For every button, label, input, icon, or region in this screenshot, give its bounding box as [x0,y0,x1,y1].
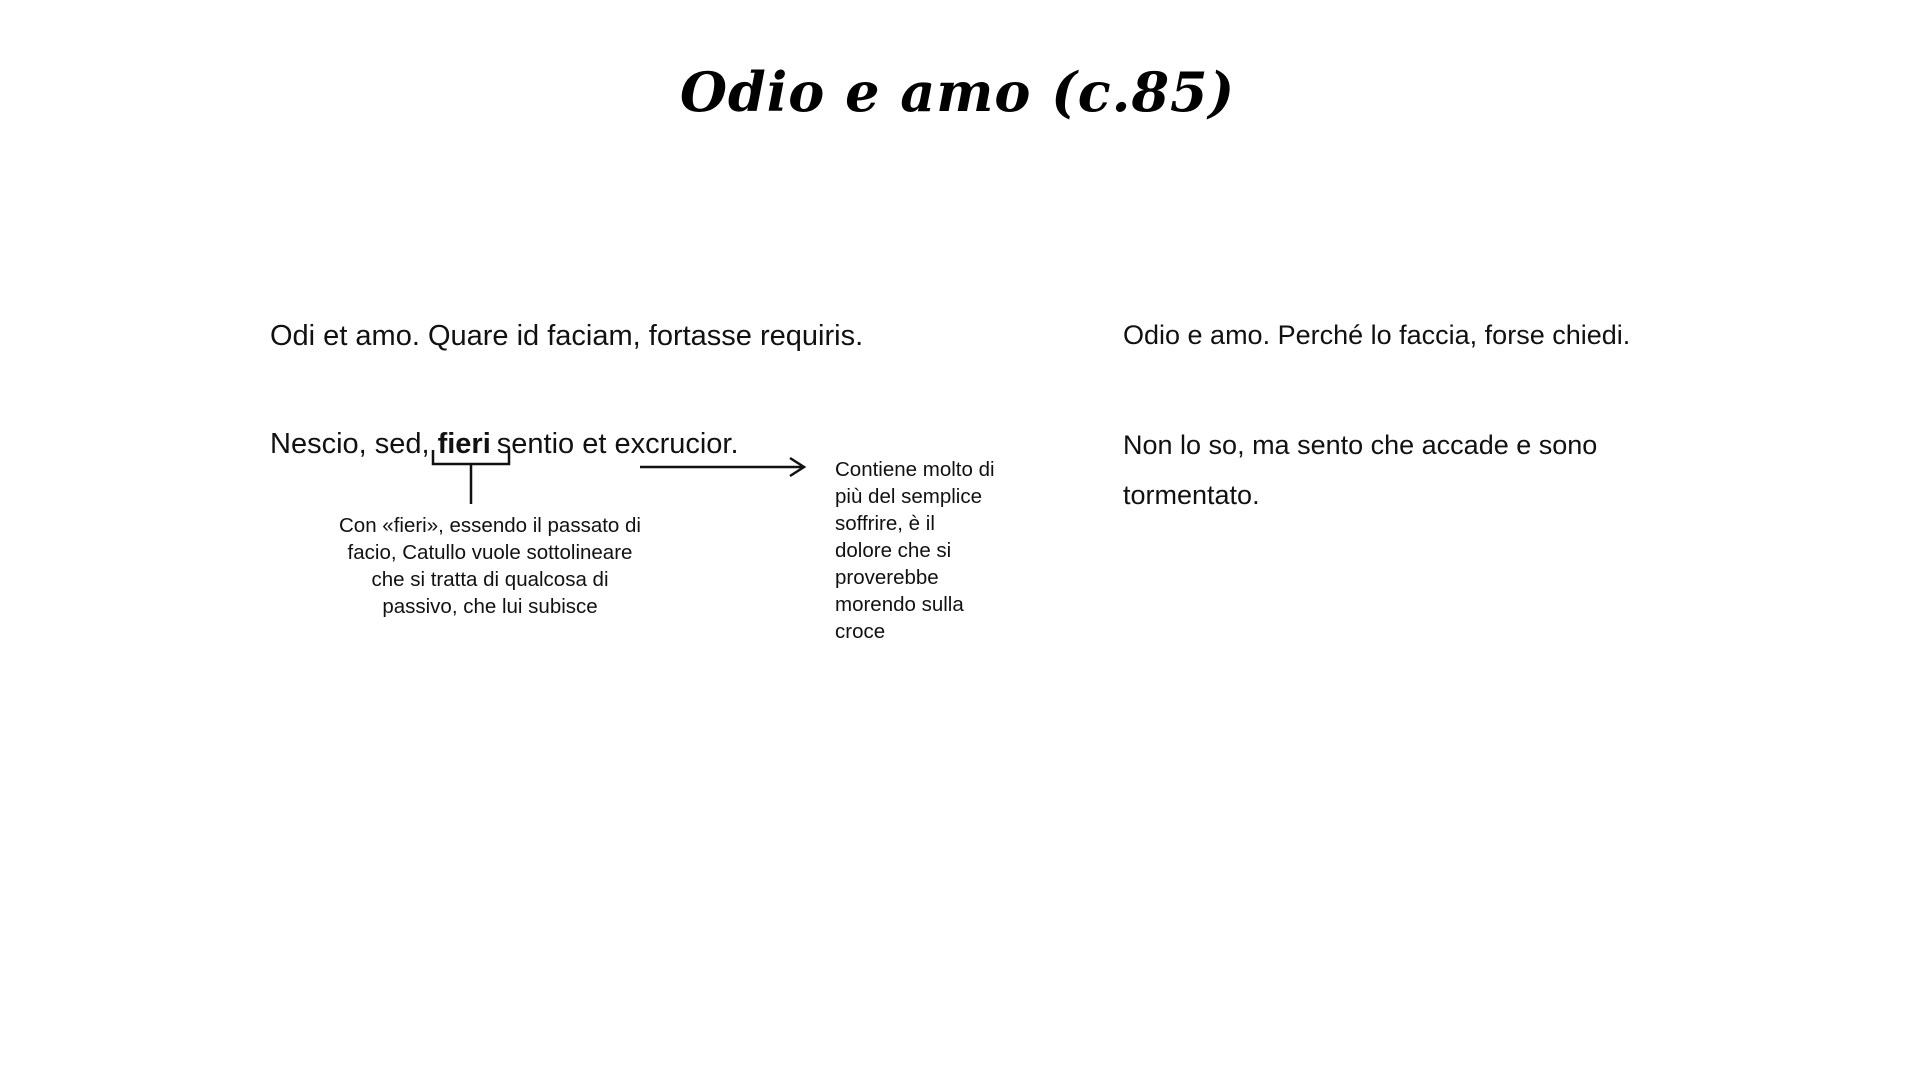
note-fieri-line: facio, Catullo vuole sottolineare [347,541,633,564]
note-fieri-line: che si tratta di qualcosa di [371,568,609,591]
translation-verse-2 [1123,420,1597,520]
excrucior-arrow [640,455,810,479]
note-fieri [290,512,690,620]
translation-verse-1: Odio e amo. Perché lo faccia, forse chiedi. [1123,320,1631,350]
translation-verse-2-line: tormentato. [1123,480,1260,510]
note-excrucior-line: morendo sulla [835,593,964,616]
latin-verse-2-end: sentio et excrucior. [496,428,739,460]
note-fieri-line: passivo, che lui subisce [382,595,598,618]
keyword-fieri: fieri [437,428,491,460]
latin-verse-2-start: Nescio, sed [270,428,422,460]
note-excrucior-line: Contiene molto di [835,458,995,481]
page-title: Odio e amo (c.85) [680,60,1236,124]
note-excrucior-line: croce [835,620,886,643]
fieri-bracket [431,448,511,506]
note-fieri-line: Con «fieri», essendo il passato di [339,514,641,537]
latin-verse-1: Odi et amo. Quare id faciam, fortasse requiris. [270,320,864,352]
note-excrucior-line: soffrire, è il [835,512,935,535]
note-excrucior-line: più del semplice [835,485,982,508]
translation-verse-2-line: Non lo so, ma sento che accade e sono [1123,430,1598,460]
note-excrucior-line: proverebbe [835,566,939,589]
note-excrucior [835,456,1035,645]
note-excrucior-line: dolore che si [835,539,952,562]
latin-verse-2: Nescio, sed, fieri sentio et excrucior. [270,428,739,460]
